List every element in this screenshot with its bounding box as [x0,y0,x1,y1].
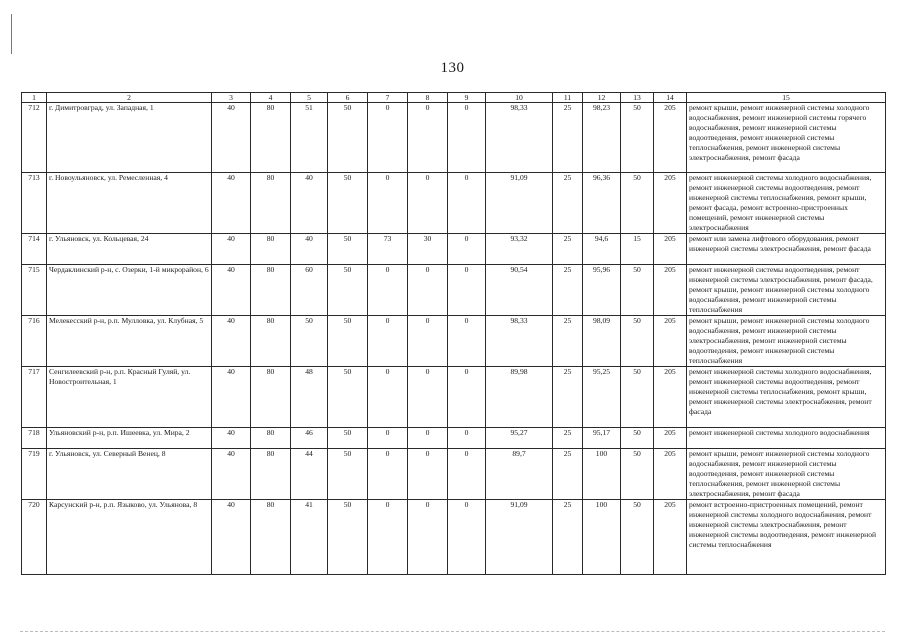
column-header: 6 [328,93,368,103]
value-cell: 100 [583,449,621,500]
value-cell: 0 [448,265,486,316]
address-cell: г. Ульяновск, ул. Северный Венец, 8 [47,449,212,500]
value-cell: 95,17 [583,428,621,449]
value-cell: 80 [251,449,291,500]
value-cell: 0 [368,449,408,500]
value-cell: 95,96 [583,265,621,316]
works-cell: ремонт крыши, ремонт инженерной системы холодного водоснабжения, ремонт инженерной системы электроснабжения, ремонт инженерной системы водоотведения, ремонт инженерной системы теплоснабжения [687,316,886,367]
value-cell: 50 [328,428,368,449]
works-cell: ремонт инженерной системы холодного водоснабжения, ремонт инженерной системы водоотведения, ремонт инженерной системы теплоснабжения, ремонт крыши, ремонт фасада, ремонт встроенно-пристроенных помещений, ремонт инженерной системы электроснабжения [687,173,886,234]
value-cell: 46 [291,428,328,449]
value-cell: 0 [448,234,486,265]
value-cell: 48 [291,367,328,428]
value-cell: 0 [448,316,486,367]
value-cell: 0 [408,428,448,449]
table-row [22,173,886,234]
address-cell: г. Новоульяновск, ул. Ремесленная, 4 [47,173,212,234]
page-number: 130 [440,60,465,76]
table-row [22,449,886,500]
value-cell: 90,54 [486,265,553,316]
scan-edge-mark [11,14,12,54]
value-cell: 91,09 [486,173,553,234]
bottom-scan-rule [20,631,885,632]
value-cell: 15 [621,234,654,265]
table-row [22,500,886,575]
column-number-row [22,93,886,103]
value-cell: 44 [291,449,328,500]
value-cell: 0 [408,173,448,234]
address-cell: г. Ульяновск, ул. Кольцевая, 24 [47,234,212,265]
value-cell: 25 [553,449,583,500]
value-cell: 0 [448,500,486,575]
value-cell: 30 [408,234,448,265]
column-header: 14 [654,93,687,103]
address-cell: Сенгилеевский р-н, р.п. Красный Гуляй, ул. Новостроительная, 1 [47,367,212,428]
value-cell: 205 [654,316,687,367]
works-cell: ремонт или замена лифтового оборудования, ремонт инженерной системы электроснабжения, ремонт фасада [687,234,886,265]
value-cell: 0 [368,367,408,428]
value-cell: 0 [448,449,486,500]
row-number: 716 [22,316,47,367]
value-cell: 50 [328,367,368,428]
value-cell: 98,33 [486,103,553,173]
value-cell: 95,25 [583,367,621,428]
value-cell: 80 [251,500,291,575]
value-cell: 25 [553,500,583,575]
value-cell: 0 [408,449,448,500]
table-row [22,316,886,367]
column-header: 11 [553,93,583,103]
value-cell: 205 [654,173,687,234]
column-header: 10 [486,93,553,103]
table-row [22,265,886,316]
value-cell: 50 [621,428,654,449]
value-cell: 205 [654,449,687,500]
value-cell: 0 [408,316,448,367]
value-cell: 0 [368,428,408,449]
value-cell: 40 [291,173,328,234]
value-cell: 25 [553,367,583,428]
row-number: 714 [22,234,47,265]
value-cell: 96,36 [583,173,621,234]
value-cell: 0 [448,367,486,428]
address-cell: Чердаклинский р-н, с. Озерки, 1-й микрорайон, 6 [47,265,212,316]
row-number: 719 [22,449,47,500]
value-cell: 41 [291,500,328,575]
works-cell: ремонт инженерной системы водоотведения, ремонт инженерной системы электроснабжения, ремонт фасада, ремонт крыши, ремонт инженерной системы холодного водоснабжения, ремонт инженерной системы теплоснабжения [687,265,886,316]
value-cell: 50 [621,173,654,234]
table-row [22,367,886,428]
row-number: 720 [22,500,47,575]
value-cell: 40 [291,234,328,265]
works-cell: ремонт крыши, ремонт инженерной системы холодного водоснабжения, ремонт инженерной системы горячего водоснабжения, ремонт инженерной системы водоотведения, ремонт инженерной системы теплоснабжения, ремонт инженерной системы электроснабжения, ремонт фасада [687,103,886,173]
value-cell: 40 [212,428,251,449]
value-cell: 0 [368,173,408,234]
value-cell: 89,7 [486,449,553,500]
value-cell: 40 [212,367,251,428]
value-cell: 40 [212,449,251,500]
value-cell: 40 [212,500,251,575]
value-cell: 25 [553,316,583,367]
column-header: 2 [47,93,212,103]
address-cell: г. Димитровград, ул. Западная, 1 [47,103,212,173]
works-cell: ремонт крыши, ремонт инженерной системы холодного водоснабжения, ремонт инженерной системы водоотведения, ремонт инженерной системы теплоснабжения, ремонт инженерной системы электроснабжения, ремонт фасада [687,449,886,500]
value-cell: 205 [654,234,687,265]
value-cell: 0 [368,103,408,173]
value-cell: 80 [251,367,291,428]
value-cell: 25 [553,103,583,173]
value-cell: 0 [408,265,448,316]
value-cell: 95,27 [486,428,553,449]
value-cell: 25 [553,428,583,449]
value-cell: 60 [291,265,328,316]
value-cell: 80 [251,234,291,265]
column-header: 12 [583,93,621,103]
value-cell: 40 [212,316,251,367]
value-cell: 91,09 [486,500,553,575]
value-cell: 40 [212,265,251,316]
value-cell: 80 [251,265,291,316]
column-header: 1 [22,93,47,103]
address-cell: Карсунский р-н, р.п. Языково, ул. Ульянова, 8 [47,500,212,575]
value-cell: 50 [328,103,368,173]
column-header: 3 [212,93,251,103]
value-cell: 0 [448,103,486,173]
column-header: 5 [291,93,328,103]
value-cell: 50 [328,265,368,316]
repair-table [21,92,886,575]
value-cell: 205 [654,265,687,316]
value-cell: 0 [408,367,448,428]
value-cell: 80 [251,173,291,234]
column-header: 15 [687,93,886,103]
value-cell: 0 [448,428,486,449]
value-cell: 50 [328,234,368,265]
table-row [22,234,886,265]
value-cell: 50 [621,316,654,367]
value-cell: 40 [212,234,251,265]
value-cell: 94,6 [583,234,621,265]
value-cell: 0 [448,173,486,234]
works-cell: ремонт инженерной системы холодного водоснабжения, ремонт инженерной системы водоотведения, ремонт инженерной системы теплоснабжения, ремонт крыши, ремонт инженерной системы электроснабжения, ремонт фасада [687,367,886,428]
value-cell: 25 [553,265,583,316]
value-cell: 50 [328,173,368,234]
row-number: 717 [22,367,47,428]
value-cell: 98,33 [486,316,553,367]
value-cell: 0 [408,103,448,173]
value-cell: 51 [291,103,328,173]
works-cell: ремонт встроенно-пристроенных помещений, ремонт инженерной системы холодного водоснабжения, ремонт инженерной системы электроснабжения, ремонт инженерной системы водоотведения, ремонт инженерной системы теплоснабжения [687,500,886,575]
value-cell: 0 [408,500,448,575]
value-cell: 205 [654,500,687,575]
table-row [22,103,886,173]
value-cell: 205 [654,103,687,173]
row-number: 718 [22,428,47,449]
value-cell: 205 [654,367,687,428]
value-cell: 50 [621,500,654,575]
value-cell: 25 [553,234,583,265]
value-cell: 0 [368,265,408,316]
value-cell: 50 [621,265,654,316]
value-cell: 0 [368,316,408,367]
value-cell: 40 [212,173,251,234]
value-cell: 80 [251,316,291,367]
value-cell: 80 [251,103,291,173]
column-header: 4 [251,93,291,103]
value-cell: 50 [328,500,368,575]
value-cell: 50 [621,103,654,173]
value-cell: 40 [212,103,251,173]
value-cell: 25 [553,173,583,234]
value-cell: 98,09 [583,316,621,367]
value-cell: 50 [291,316,328,367]
value-cell: 80 [251,428,291,449]
row-number: 712 [22,103,47,173]
value-cell: 50 [621,367,654,428]
value-cell: 89,98 [486,367,553,428]
value-cell: 50 [328,449,368,500]
value-cell: 0 [368,500,408,575]
column-header: 13 [621,93,654,103]
column-header: 8 [408,93,448,103]
column-header: 7 [368,93,408,103]
works-cell: ремонт инженерной системы холодного водоснабжения [687,428,886,449]
value-cell: 100 [583,500,621,575]
column-header: 9 [448,93,486,103]
value-cell: 98,23 [583,103,621,173]
address-cell: Ульяновский р-н, р.п. Ишеевка, ул. Мира, 2 [47,428,212,449]
value-cell: 205 [654,428,687,449]
value-cell: 73 [368,234,408,265]
table-row [22,428,886,449]
row-number: 713 [22,173,47,234]
value-cell: 93,32 [486,234,553,265]
address-cell: Мелекесский р-н, р.п. Мулловка, ул. Клубная, 5 [47,316,212,367]
value-cell: 50 [328,316,368,367]
row-number: 715 [22,265,47,316]
value-cell: 50 [621,449,654,500]
